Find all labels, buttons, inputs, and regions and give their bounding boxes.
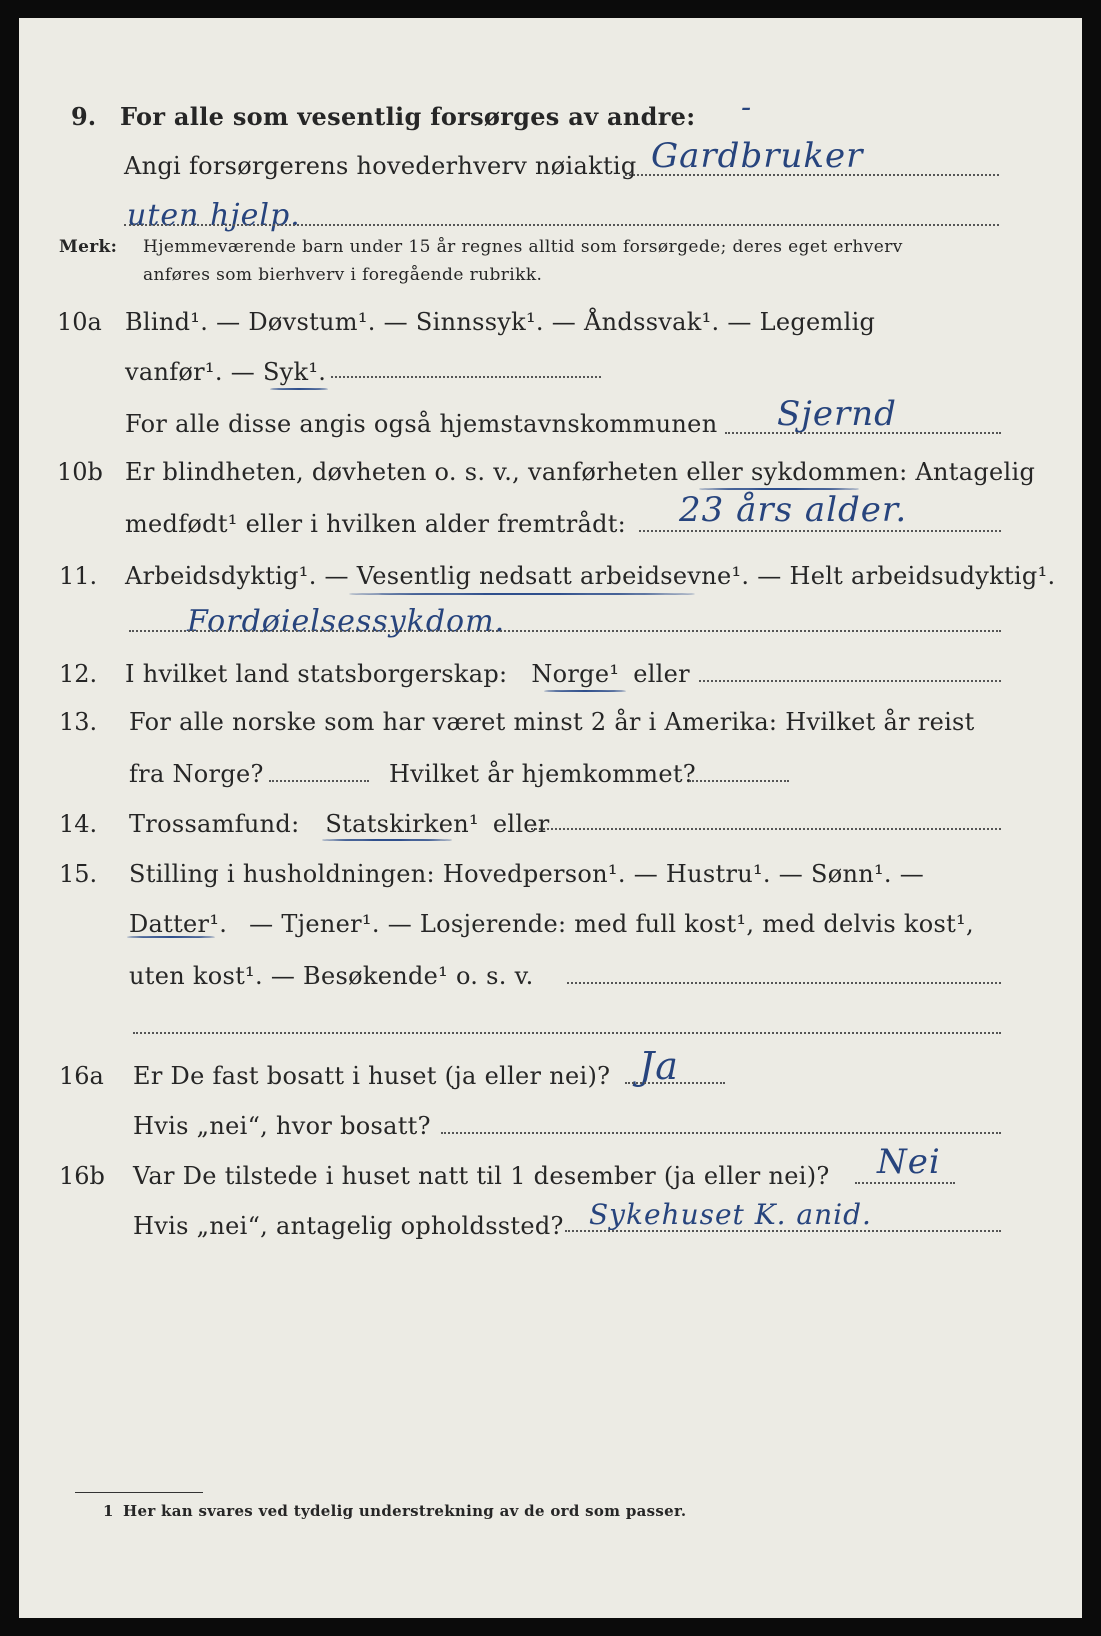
merk-line1: Hjemmeværende barn under 15 år regnes alltid som forsørgede; deres eget erhverv — [143, 237, 903, 257]
q12-eller: eller — [633, 660, 690, 688]
q13-reist-line — [269, 780, 369, 782]
q15-number: 15. — [59, 860, 98, 888]
q16b-handwritten-place: Sykehuset K. anid. — [589, 1198, 872, 1231]
q16a-number: 16a — [59, 1062, 104, 1090]
merk-label: Merk: — [59, 237, 118, 257]
q10a-handwritten-municipality: Sjernd — [777, 394, 897, 434]
footnote-rule — [75, 1492, 203, 1493]
q14-text — [129, 810, 550, 838]
q10a-syk-underline — [270, 388, 328, 390]
q16b-handwritten-answer: Nei — [877, 1142, 941, 1182]
q10b-answer-line — [639, 530, 1001, 532]
q16b-line1: Var De tilstede i huset natt til 1 desember (ja eller nei)? — [133, 1162, 830, 1190]
q12-text — [125, 660, 690, 688]
q16a-bosatt-line — [441, 1132, 1001, 1134]
q12-question: I hvilket land statsborgerskap: — [125, 660, 508, 688]
q10b-line1: Er blindheten, døvheten o. s. v., vanførheten eller sykdommen: Antagelig — [125, 458, 1036, 486]
q16b-opholdssted-line — [565, 1230, 1001, 1232]
q10a-answer-line — [331, 376, 601, 378]
q13-line2b: Hvilket år hjemkommet? — [389, 760, 696, 788]
q15-answer-line2 — [133, 1032, 1001, 1034]
q9-dash-mark: - — [741, 90, 753, 125]
q14-answer-line — [531, 828, 1001, 830]
q10b-number: 10b — [57, 458, 103, 486]
q10a-line2 — [125, 358, 326, 386]
q13-number: 13. — [59, 708, 98, 736]
q16b-answer-line — [855, 1182, 955, 1184]
q12-norge: Norge¹ — [531, 660, 620, 688]
q11-line1: Arbeidsdyktig¹. — Vesentlig nedsatt arbeidsevne¹. — Helt arbeidsudyktig¹. — [125, 562, 1056, 590]
q16a-answer-line — [625, 1082, 725, 1084]
q15-line1: Stilling i husholdningen: Hovedperson¹. — Hustru¹. — Sønn¹. — — [129, 860, 925, 888]
q12-answer-line — [699, 680, 1001, 682]
q16a-handwritten-answer: Ja — [639, 1044, 679, 1088]
q14-statskirken: Statskirken¹ — [325, 810, 479, 838]
merk-line2: anføres som bierhverv i foregående rubrikk. — [143, 265, 543, 285]
q11-answer-line — [129, 630, 1001, 632]
q14-number: 14. — [59, 810, 98, 838]
q10a-municipality-line — [725, 432, 1001, 434]
q9-line2: Angi forsørgerens hovederhverv nøiaktig — [124, 152, 637, 180]
q9-number: 9. — [71, 102, 97, 131]
q15-line3: uten kost¹. — Besøkende¹ o. s. v. — [129, 962, 534, 990]
q14-statskirken-underline — [322, 839, 452, 841]
q14-eller: eller — [492, 810, 550, 838]
q15-line2 — [129, 910, 974, 938]
q10a-line1: Blind¹. — Døvstum¹. — Sinnssyk¹. — Åndssvak¹. — Legemlig — [125, 308, 876, 336]
q11-nedsatt-underline — [349, 593, 695, 595]
q16a-line1: Er De fast bosatt i huset (ja eller nei)? — [133, 1062, 611, 1090]
q11-handwritten-illness: Fordøielsessykdom. — [187, 604, 506, 639]
census-form-page — [19, 18, 1082, 1618]
q16a-line2: Hvis „nei“, hvor bosatt? — [133, 1112, 431, 1140]
footnote-text: Her kan svares ved tydelig understrekning av de ord som passer. — [123, 1502, 687, 1520]
q12-number: 12. — [59, 660, 98, 688]
q10a-syk: Syk¹. — [262, 358, 327, 386]
q13-line1: For alle norske som har været minst 2 år i Amerika: Hvilket år reist — [129, 708, 975, 736]
q13-line2a: fra Norge? — [129, 760, 264, 788]
q9-title: For alle som vesentlig forsørges av andre: — [120, 102, 696, 131]
q14-question: Trossamfund: — [129, 810, 300, 838]
q16b-line2: Hvis „nei“, antagelig opholdssted? — [133, 1212, 564, 1240]
q10b-line2: medfødt¹ eller i hvilken alder fremtrådt: — [125, 510, 627, 538]
q12-norge-underline — [544, 690, 626, 692]
q13-hjemkommet-line — [689, 780, 789, 782]
q15-datter: Datter¹. — [129, 910, 228, 938]
q10a-vanfor: vanfør¹. — — [125, 358, 263, 386]
q15-line2-rest: — Tjener¹. — Losjerende: med full kost¹, med delvis kost¹, — [249, 910, 974, 938]
footnote-mark: 1 — [103, 1502, 114, 1520]
q9-handwritten-occupation: Gardbruker — [651, 136, 864, 176]
q10a-number: 10a — [57, 308, 102, 336]
q9-handwritten-continuation: uten hjelp. — [127, 198, 301, 233]
q10b-handwritten-age: 23 års alder. — [679, 490, 908, 530]
q15-datter-underline — [127, 936, 215, 938]
q11-number: 11. — [59, 562, 98, 590]
q9-answer-line2 — [124, 224, 999, 226]
q16b-number: 16b — [59, 1162, 105, 1190]
q15-answer-line1 — [567, 982, 1001, 984]
q10a-line3: For alle disse angis også hjemstavnskommunen — [125, 410, 718, 438]
